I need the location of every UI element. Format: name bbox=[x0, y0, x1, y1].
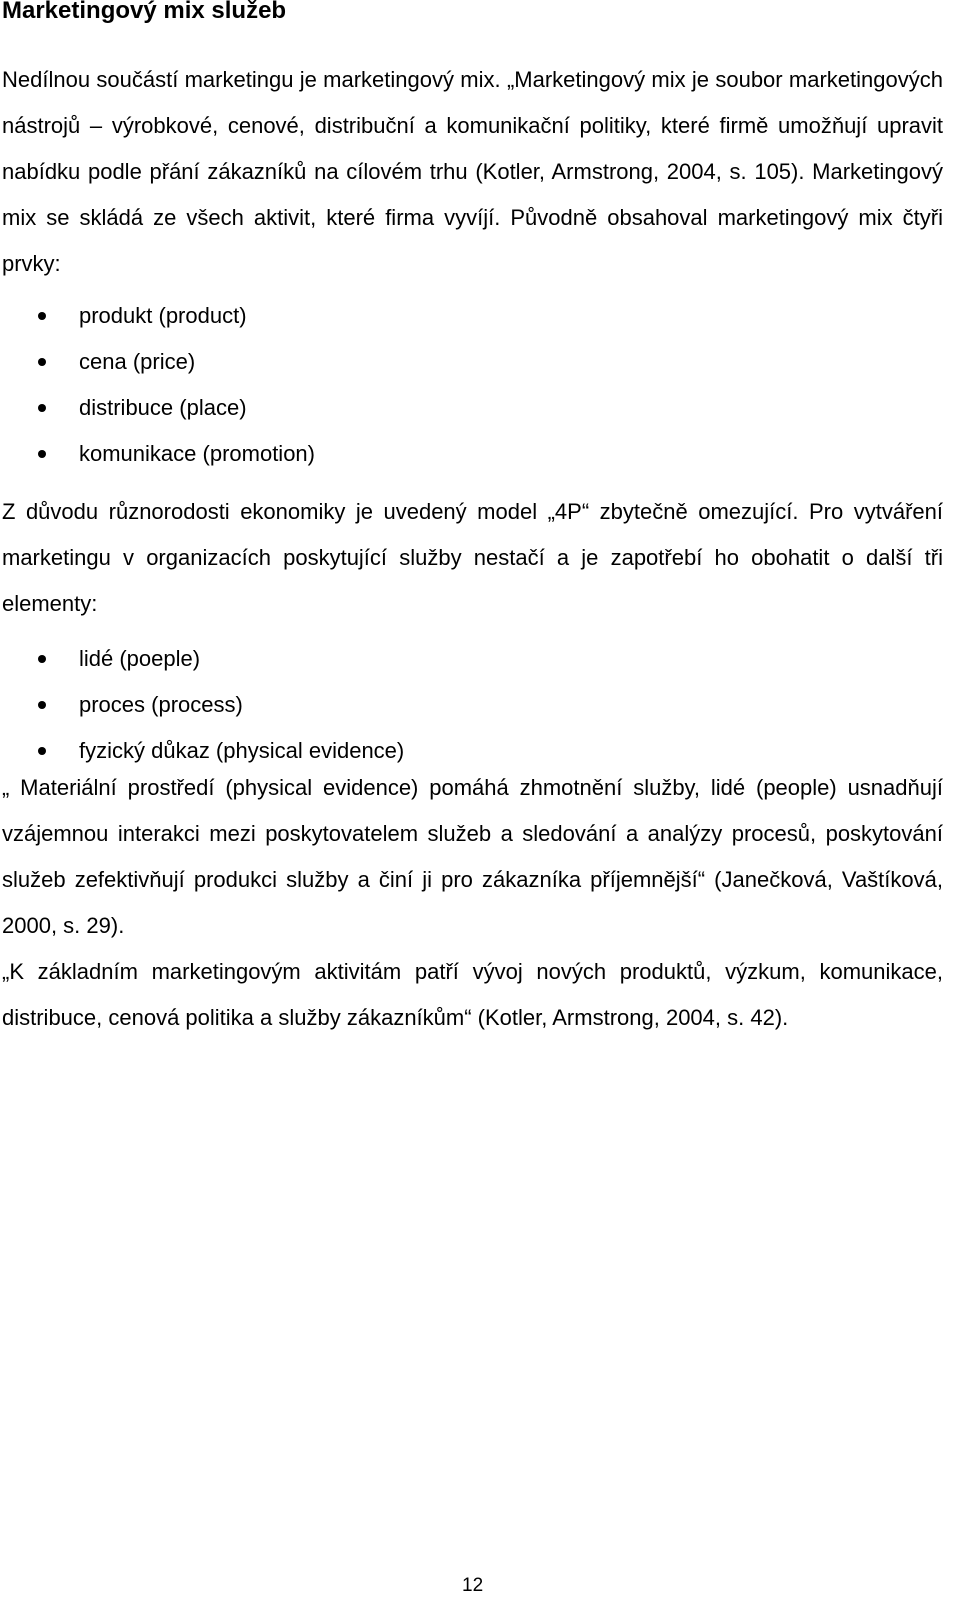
page-number: 12 bbox=[462, 1575, 484, 1596]
bullet-icon bbox=[38, 404, 46, 412]
intro-paragraph: Nedílnou součástí marketingu je marketingový mix. „Marketingový mix je soubor marketingových nástrojů – výrobkové, cenové, distribuční a komunikační politiky, které firmě umožňují upravit nabídku podle přání zákazníků na cílovém trhu (Kotler, Armstrong, 2004, s. 105). Marketingový mix se skládá ze všech aktivit, které firma vyvíjí. Původně obsahoval marketingový mix čtyři prvky: bbox=[2, 67, 943, 276]
list-item-text: lidé (poeple) bbox=[79, 646, 201, 671]
list-item bbox=[0, 682, 700, 728]
list-item-text: distribuce (place) bbox=[79, 395, 247, 420]
bullet-icon bbox=[38, 747, 46, 755]
list-item bbox=[0, 293, 700, 339]
services-paragraph: Z důvodu různorodosti ekonomiky je uvedený model „4P“ zbytečně omezující. Pro vytváření marketingu v organizacích poskytující služby nestačí a je zapotřebí ho obohatit o další tři elementy: bbox=[2, 499, 943, 616]
bullet-icon bbox=[38, 312, 46, 320]
bullet-icon bbox=[38, 701, 46, 709]
extra-elements-list bbox=[0, 636, 700, 774]
list-item-text: proces (process) bbox=[79, 692, 243, 717]
activities-paragraph: „K základním marketingovým aktivitám patří vývoj nových produktů, výzkum, komunikace, distribuce, cenová politika a služby zákazníkům“ (Kotler, Armstrong, 2004, s. 42). bbox=[2, 959, 943, 1030]
list-item-text: cena (price) bbox=[79, 349, 196, 374]
quote-paragraph: „ Materiální prostředí (physical evidence) pomáhá zhmotnění služby, lidé (people) usnadňují vzájemnou interakci mezi poskytovatelem služeb a sledování a analýzy procesů, poskytování služeb zefektivňují produkci služby a činí ji pro zákazníka příjemnější“ (Janečková, Vaštíková, 2000, s. 29). bbox=[2, 775, 943, 938]
bullet-icon bbox=[38, 450, 46, 458]
bullet-icon bbox=[38, 358, 46, 366]
list-item-text: komunikace (promotion) bbox=[79, 441, 315, 466]
list-item-text: fyzický důkaz (physical evidence) bbox=[79, 738, 405, 763]
marketing-mix-4p-list bbox=[0, 293, 700, 477]
section-heading: Marketingový mix služeb bbox=[2, 0, 287, 24]
list-item-text: produkt (product) bbox=[79, 303, 247, 328]
list-item bbox=[0, 636, 700, 682]
list-item bbox=[0, 385, 700, 431]
list-item bbox=[0, 339, 700, 385]
list-item bbox=[0, 431, 700, 477]
bullet-icon bbox=[38, 655, 46, 663]
